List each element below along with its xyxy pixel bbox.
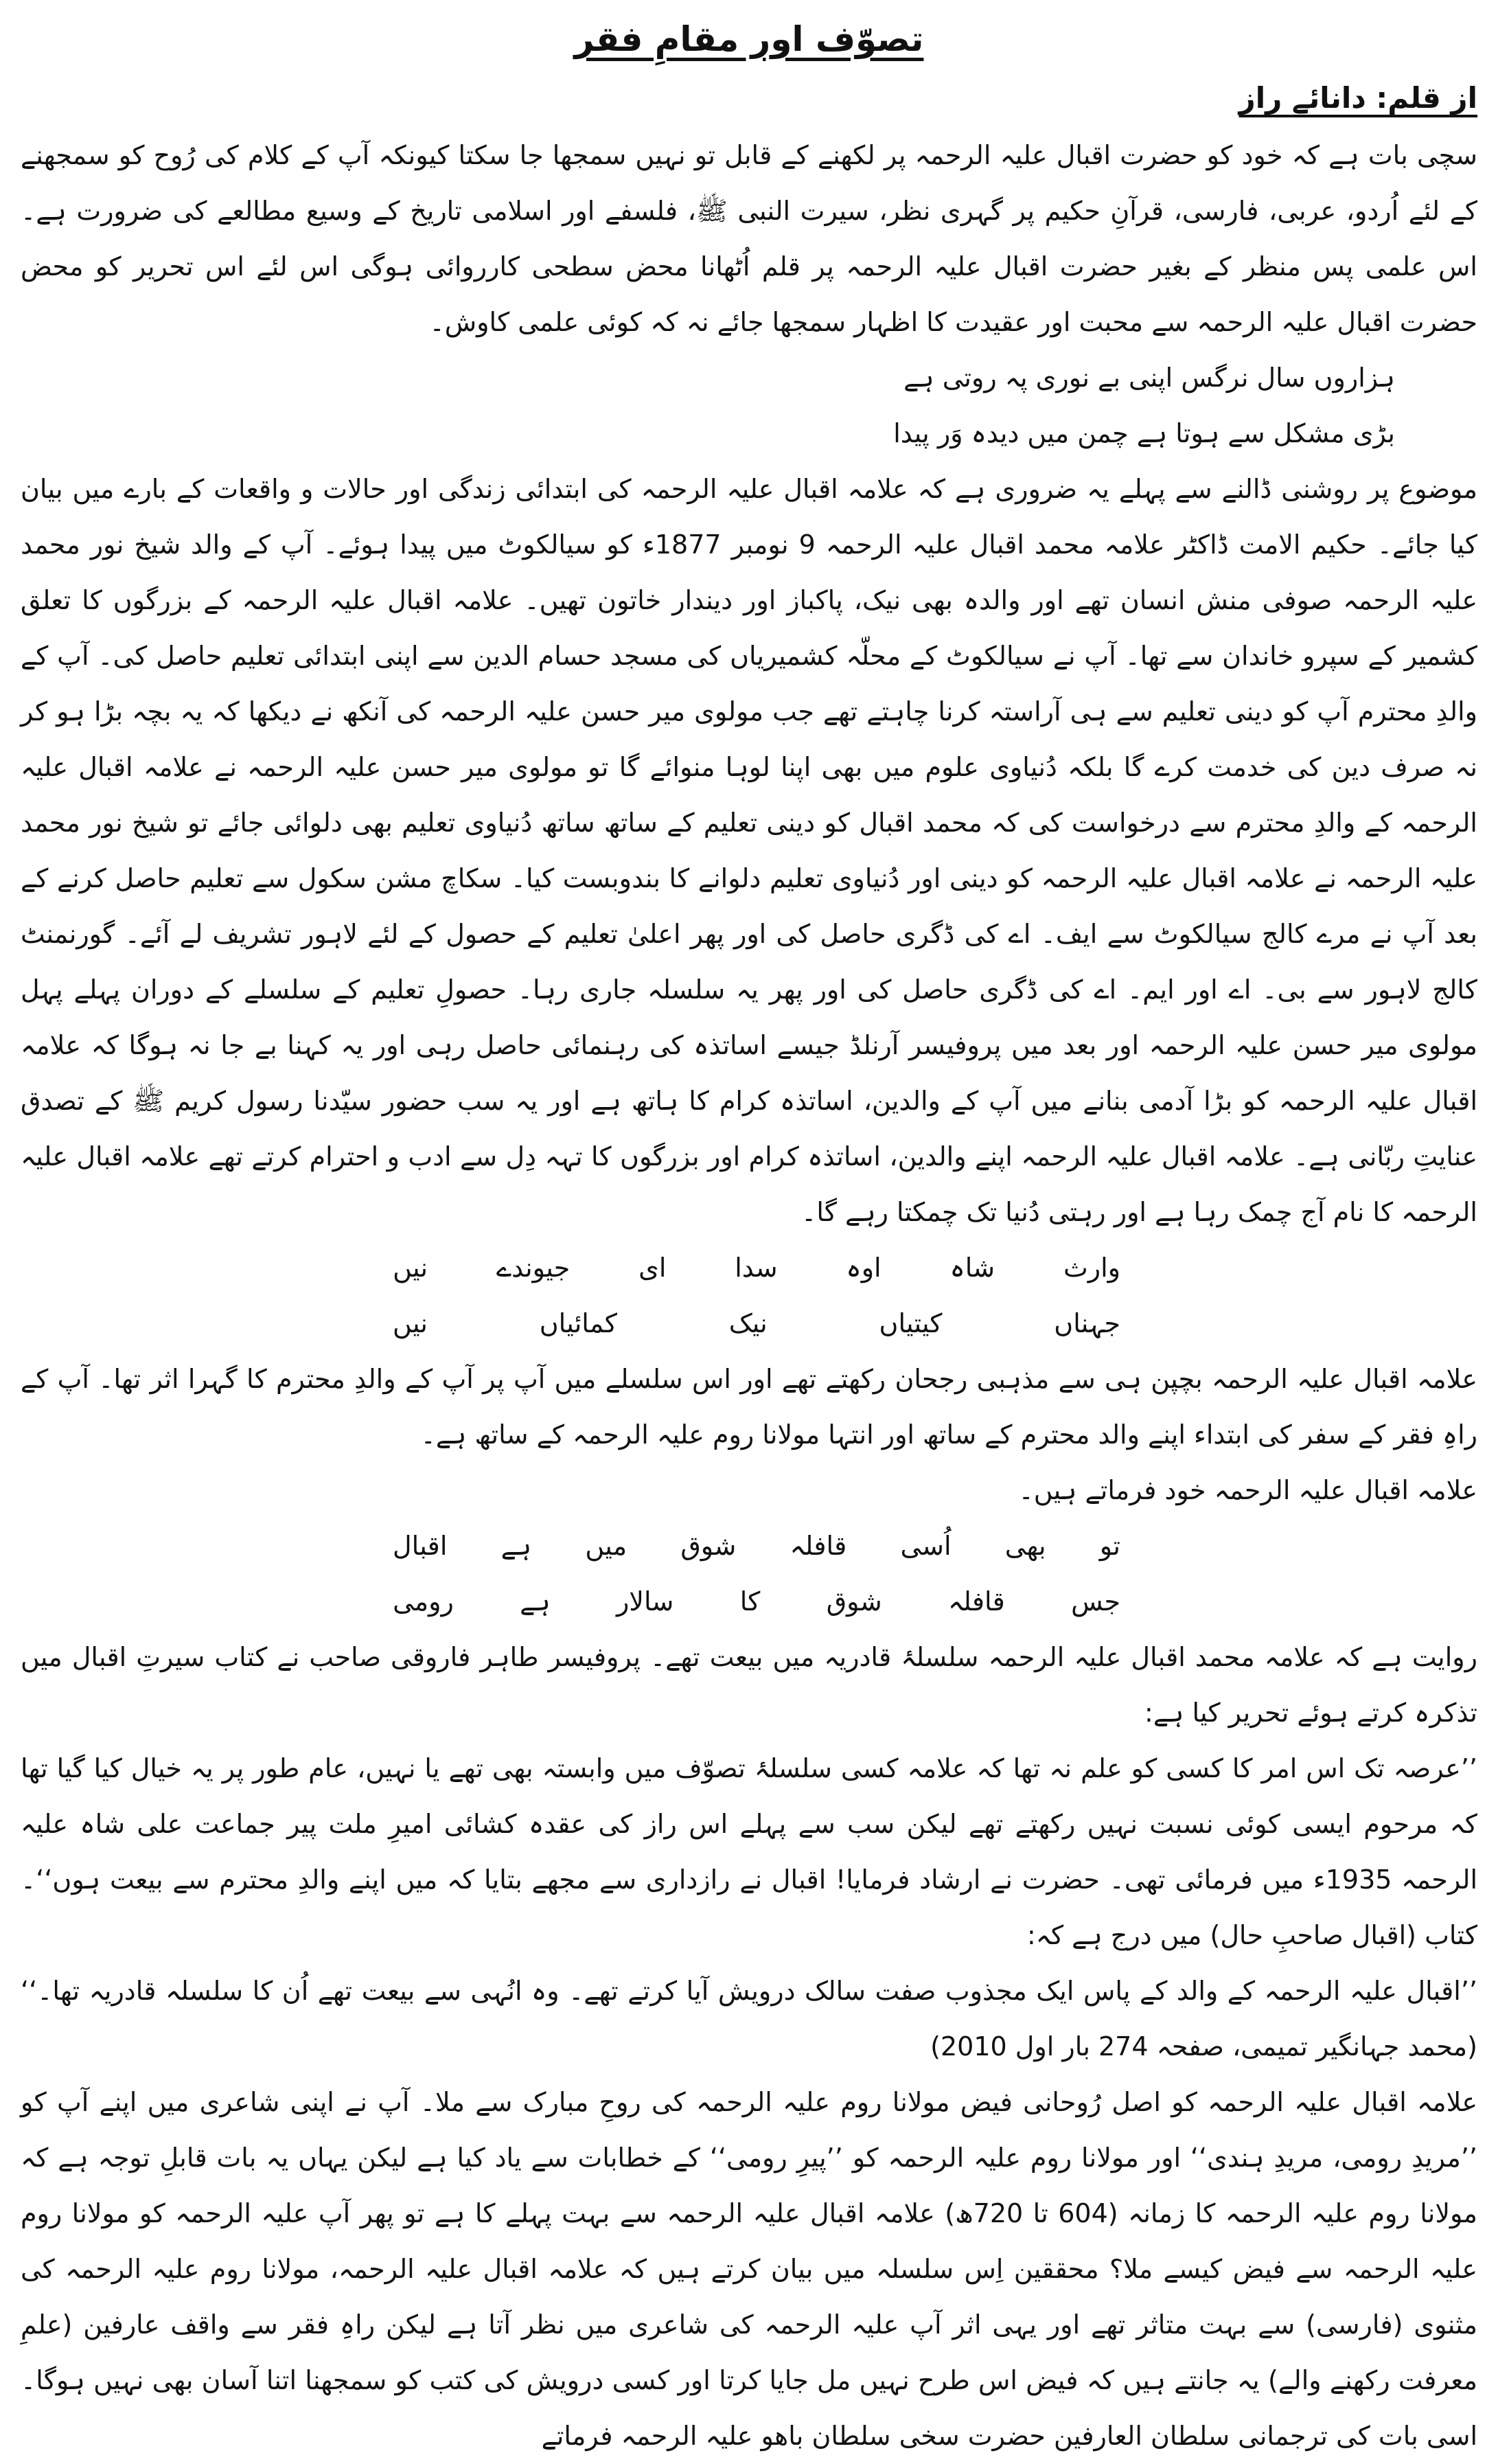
verse-word: اوہ <box>846 1253 881 1283</box>
verse-word: ای <box>638 1253 667 1283</box>
verse-word: شوق <box>680 1531 737 1561</box>
verse-word: کمائیاں <box>539 1308 617 1338</box>
verse-word: وارث <box>1063 1253 1120 1283</box>
quote-intro: علامہ اقبال علیہ الرحمہ خود فرماتے ہیں۔ <box>1018 1475 1477 1505</box>
verse-line <box>393 1296 1120 1351</box>
verse-word: قافلہ <box>790 1531 847 1561</box>
verse-word: کا <box>739 1586 761 1617</box>
verse-word: اُسی <box>900 1531 952 1561</box>
verse-word: سالار <box>616 1586 674 1617</box>
verse-word: بھی <box>1004 1531 1046 1561</box>
punjabi-verse <box>21 1240 1477 1351</box>
verse-line <box>393 1240 1120 1296</box>
verse-word: نیں <box>393 1308 428 1338</box>
verse-word: ہے <box>500 1531 532 1561</box>
couplet-1 <box>21 350 1477 461</box>
couplet-line: ہزاروں سال نرگس اپنی بے نوری پہ روتی ہے <box>903 363 1395 393</box>
couplet-line: بڑی مشکل سے ہوتا ہے چمن میں دیدہ وَر پیدا <box>893 418 1395 448</box>
author-line: از قلم: دانائے راز <box>1238 81 1477 115</box>
article-title: تصوّف اور مقامِ فقر <box>574 19 924 59</box>
verse-word: قافلہ <box>947 1586 1005 1617</box>
verse-line <box>393 1518 1120 1574</box>
verse-word: اقبال <box>393 1531 448 1561</box>
spiritual-paragraph: علامہ اقبال علیہ الرحمہ بچپن ہی سے مذہبی رجحان رکھتے تھے اور اس سلسلے میں آپ پر آپ کے والدِ محترم کا گہرا اثر تھا۔ آپ کے راہِ فقر کے سفر کی ابتداء اپنے والد محترم کے ساتھ اور انتہا مولانا روم علیہ الرحمہ کے ساتھ ہے۔ <box>21 1364 1477 1450</box>
verse-word: ہے <box>520 1586 551 1617</box>
quotation-2: ’’اقبال علیہ الرحمہ کے والد کے پاس ایک مجذوب صفت سالک درویش آیا کرتے تھے۔ وہ انُہی سے بیعت تھے اُن کا سلسلہ قادریہ تھا۔‘‘ (محمد جہانگیر تمیمی، صفحہ 274 بار اول 2010) <box>21 1976 1477 2062</box>
verse-word: تو <box>1099 1531 1120 1561</box>
verse-word: شوق <box>826 1586 882 1617</box>
verse-word: سدا <box>735 1253 778 1283</box>
tradition-paragraph: روایت ہے کہ علامہ محمد اقبال علیہ الرحمہ سلسلۂ قادریہ میں بیعت تھے۔ پروفیسر طاہر فاروقی صاحب نے کتاب سیرتِ اقبال میں تذکرہ کرتے ہوئے تحریر کیا ہے: <box>21 1642 1477 1728</box>
iqbal-verse <box>21 1518 1477 1630</box>
verse-word: جس <box>1071 1586 1120 1617</box>
quotation-1: ’’عرصہ تک اس امر کا کسی کو علم نہ تھا کہ علامہ کسی سلسلۂ تصوّف میں وابستہ بھی تھے یا نہیں، عام طور پر یہ خیال کیا گیا تھا کہ مرحوم ایسی کوئی نسبت نہیں رکھتے تھے لیکن سب سے پہلے اس راز کی عقدہ کشائی امیرِ ملت پیر جماعت علی شاہ علیہ الرحمہ 1935ء میں فرمائی تھی۔ حضرت نے ارشاد فرمایا! اقبال نے رازداری سے مجھے بتایا کہ میں اپنے والدِ محترم سے بیعت ہوں‘‘۔ کتاب (اقبال صاحبِ حال) میں درج ہے کہ: <box>21 1753 1478 1950</box>
verse-word: جہناں <box>1054 1308 1120 1338</box>
verse-word: رومی <box>393 1586 454 1617</box>
rumi-paragraph: علامہ اقبال علیہ الرحمہ کو اصل رُوحانی فیض مولانا روم علیہ الرحمہ کی روحِ مبارک سے ملا۔ آپ نے اپنی شاعری میں اپنے آپ کو ’’مریدِ رومی، مریدِ ہندی‘‘ اور مولانا روم علیہ الرحمہ کو ’’پیرِ رومی‘‘ کے خطابات سے یاد کیا ہے لیکن یہاں یہ بات قابلِ توجہ ہے کہ مولانا روم علیہ الرحمہ کا زمانہ (604 تا 720ھ) علامہ اقبال علیہ الرحمہ سے بہت پہلے کا ہے تو پھر آپ علیہ الرحمہ کو مولانا روم علیہ الرحمہ سے فیض کیسے ملا؟ محققین اِس سلسلہ میں بیان کرتے ہیں کہ علامہ اقبال علیہ الرحمہ، مولانا روم علیہ الرحمہ کی مثنوی (فارسی) سے بہت متاثر تھے اور یہی اثر آپ علیہ الرحمہ کی شاعری میں نظر آتا ہے لیکن راہِ فقر سے واقف عارفین (علمِ معرفت رکھنے والے) یہ جانتے ہیں کہ فیض اس طرح نہیں مل جایا کرتا اور کسی درویش کی کتب کو سمجھنا اتنا آسان بھی نہیں ہوگا۔ اسی بات کی ترجمانی سلطان العارفین حضرت سخی سلطان باھو علیہ الرحمہ فرماتے <box>21 2087 1478 2451</box>
verse-word: جیوندے <box>496 1253 571 1283</box>
verse-line <box>393 1574 1120 1630</box>
intro-paragraph: سچی بات ہے کہ خود کو حضرت اقبال علیہ الرحمہ پر لکھنے کے قابل تو نہیں سمجھا جا سکتا کیونکہ آپ کے کلام کی رُوح کو سمجھنے کے لئے اُردو، عربی، فارسی، قرآنِ حکیم پر گہری نظر، سیرت النبی ﷺ، فلسفے اور اسلامی تاریخ کے وسیع مطالعے کی ضرورت ہے۔ اس علمی پس منظر کے بغیر حضرت اقبال علیہ الرحمہ پر قلم اُٹھانا محض سطحی کارروائی ہوگی اس لئے اس تحریر کو محض حضرت اقبال علیہ الرحمہ سے محبت اور عقیدت کا اظہار سمجھا جائے نہ کہ کوئی علمی کاوش۔ <box>21 140 1477 337</box>
verse-word: کیتیاں <box>879 1308 943 1338</box>
biography-paragraph: موضوع پر روشنی ڈالنے سے پہلے یہ ضروری ہے کہ علامہ اقبال علیہ الرحمہ کی ابتدائی زندگی اور حالات و واقعات کے بارے میں بیان کیا جائے۔ حکیم الامت ڈاکٹر علامہ محمد اقبال علیہ الرحمہ 9 نومبر 1877ء کو سیالکوٹ میں پیدا ہوئے۔ آپ کے والد شیخ نور محمد علیہ الرحمہ صوفی منش انسان تھے اور والدہ بھی نیک، پاکباز اور دیندار خاتون تھیں۔ علامہ اقبال علیہ الرحمہ کے بزرگوں کا تعلق کشمیر کے سپرو خاندان سے تھا۔ آپ نے سیالکوٹ کے محلّہ کشمیریاں کی مسجد حسام الدین سے اپنی ابتدائی تعلیم حاصل کی۔ آپ کے والدِ محترم آپ کو دینی تعلیم سے ہی آراستہ کرنا چاہتے تھے جب مولوی میر حسن علیہ الرحمہ کی آنکھ نے دیکھا کہ یہ بچہ بڑا ہو کر نہ صرف دین کی خدمت کرے گا بلکہ دُنیاوی علوم میں بھی اپنا لوہا منوائے گا تو مولوی میر حسن علیہ الرحمہ نے علامہ اقبال علیہ الرحمہ کے والدِ محترم سے درخواست کی کہ محمد اقبال کو دینی تعلیم کے ساتھ ساتھ دُنیاوی تعلیم بھی دلوائی جائے تو شیخ نور محمد علیہ الرحمہ نے علامہ اقبال علیہ الرحمہ کو دینی اور دُنیاوی تعلیم دلوانے کا بندوبست کیا۔ سکاچ مشن سکول سے تعلیم حاصل کرنے کے بعد آپ نے مرے کالج سیالکوٹ سے ایف۔ اے کی ڈگری حاصل کی اور پھر اعلیٰ تعلیم کے حصول کے لئے لاہور تشریف لے آئے۔ گورنمنٹ کالج لاہور سے بی۔ اے اور ایم۔ اے کی ڈگری حاصل کی اور پھر یہ سلسلہ جاری رہا۔ حصولِ تعلیم کے سلسلے کے دوران پہلے پہل مولوی میر حسن علیہ الرحمہ اور بعد میں پروفیسر آرنلڈ جیسے اساتذہ کی رہنمائی حاصل رہی اور یہ کہنا بے جا نہ ہوگا کہ علامہ اقبال علیہ الرحمہ کو بڑا آدمی بنانے میں آپ کے والدین، اساتذہ کرام کا ہاتھ ہے اور یہ سب حضور سیّدنا رسول کریم ﷺ کے تصدق عنایتِ ربّانی ہے۔ علامہ اقبال علیہ الرحمہ اپنے والدین، اساتذہ کرام اور بزرگوں کا تہہ دِل سے ادب و احترام کرتے تھے علامہ اقبال علیہ الرحمہ کا نام آج چمک رہا ہے اور رہتی دُنیا تک چمکتا رہے گا۔ <box>21 474 1477 1227</box>
verse-word: شاہ <box>949 1253 995 1283</box>
verse-word: میں <box>585 1531 627 1561</box>
verse-word: نیک <box>728 1308 768 1338</box>
verse-word: نیں <box>393 1253 428 1283</box>
